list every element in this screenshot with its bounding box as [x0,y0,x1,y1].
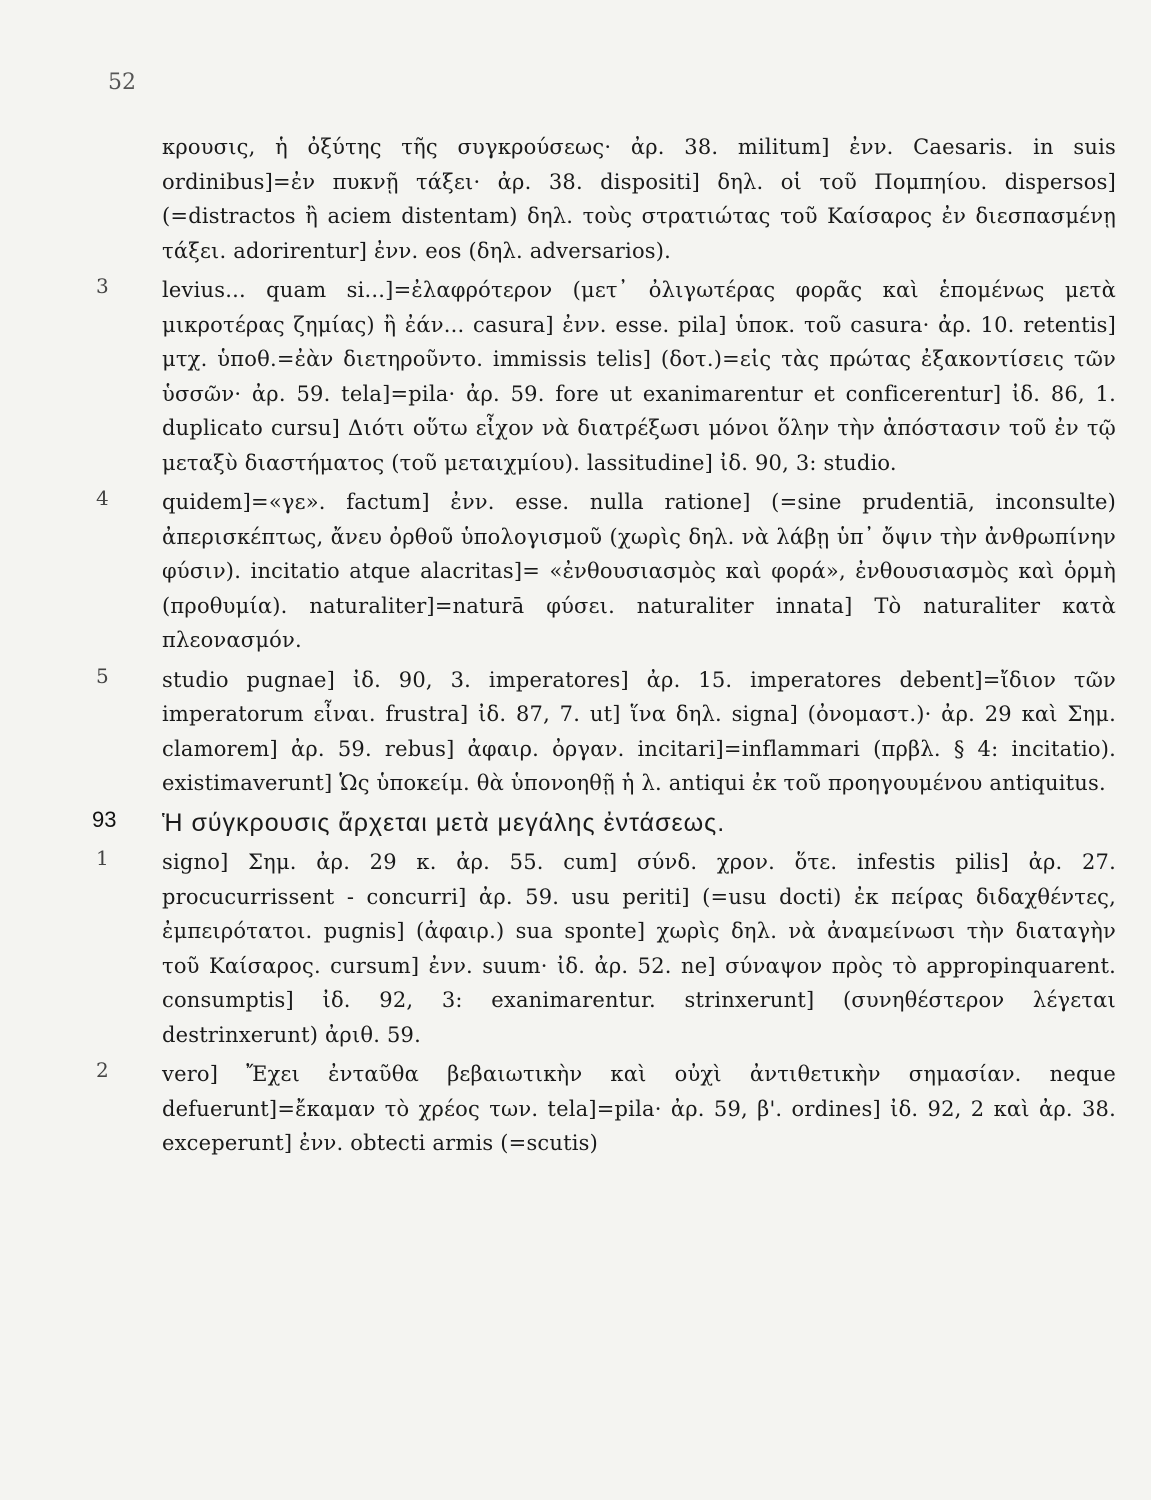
commentary-entry [0,845,1151,1052]
entry-text: κρουσις, ἡ ὀξύτης τῆς συγκρούσεως· ἀρ. 38. militum] ἐνν. Caesaris. in suis ordinibus]=ἐν πυκνῇ τάξει· ἀρ. 38. dispositi] δηλ. οἱ τοῦ Πομπηίου. dispersos] (=distractos ἢ aciem distentam) δηλ. τοὺς στρατιώτας τοῦ Καίσαρος ἐν διεσπασμένῃ τάξει. adorirentur] ἐνν. eos (δηλ. adversarios). [162,135,1116,263]
entry-text: levius... quam si...]=ἐλαφρότερον (μετ᾽ ὀλιγωτέρας φορᾶς καὶ ἑπομένως μετὰ μικροτέρας ζημίας) ἢ ἐάν... casura] ἐνν. esse. pila] ὑποκ. τοῦ casura· ἀρ. 10. retentis] μτχ. ὑποθ.=ἐὰν διετηροῦντο. immissis telis] (δοτ.)=εἰς τὰς πρώτας ἐξακοντίσεις τῶν ὑσσῶν· ἀρ. 59. tela]=pila· ἀρ. 59. fore ut exanimarentur et conficerentur] ἰδ. 86, 1. duplicato cursu] Διότι οὕτω εἶχον νὰ διατρέξωσι μόνοι ὅλην τὴν ἀπόστασιν τοῦ ἐν τῷ μεταξὺ διαστήματος (τοῦ μεταιχμίου). lassitudine] ἰδ. 90, 3: studio. [162,278,1116,475]
chapter-number: 93 [92,806,117,832]
entry-text: signo] Σημ. ἀρ. 29 κ. ἀρ. 55. cum] σύνδ. χρον. ὅτε. infestis pilis] ἀρ. 27. procucurrissent - concurri] ἀρ. 59. usu periti] (=usu docti) ἐκ πείρας διδαχθέντες, ἐμπειρότατοι. pugnis] (ἀφαιρ.) sua sponte] χωρὶς δηλ. νὰ ἀναμείνωσι τὴν διαταγὴν τοῦ Καίσαρος. cursum] ἐνν. suum· ἰδ. ἀρ. 52. ne] σύναψον πρὸς τὸ appropinquarent. consumptis] ἰδ. 92, 3: exanimarentur. strinxerunt] (συνηθέστερον λέγεται destrinxerunt) ἀριθ. 59. [162,850,1116,1047]
entry-text: quidem]=«γε». factum] ἐνν. esse. nulla ratione] (=sine prudentiā, inconsulte) ἀπερισκέπτως, ἄνευ ὀρθοῦ ὑπολογισμοῦ (χωρὶς δηλ. νὰ λάβῃ ὑπ᾽ ὄψιν τὴν ἀνθρωπίνην φύσιν). incitatio atque alacritas]= «ἐνθουσιασμὸς καὶ φορά», ἐνθουσιασμὸς καὶ ὁρμὴ (προθυμία). naturaliter]=naturā φύσει. naturaliter innata] Τὸ naturaliter κατὰ πλεονασμόν. [162,490,1116,652]
chapter-heading [0,806,1151,841]
entry-text: studio pugnae] ἰδ. 90, 3. imperatores] ἀρ. 15. imperatores debent]=ἴδιον τῶν imperatorum εἶναι. frustra] ἰδ. 87, 7. ut] ἵνα δηλ. signa] (ὀνομαστ.)· ἀρ. 29 καὶ Σημ. clamorem] ἀρ. 59. rebus] ἀφαιρ. ὀργαν. incitari]=inflammari (πρβλ. § 4: incitatio). existimaverunt] Ὡς ὑποκείμ. θὰ ὑπονοηθῇ ἡ λ. antiqui ἐκ τοῦ προηγουμένου antiquitus. [162,667,1116,795]
entry-number: 4 [96,486,109,510]
entry-number: 3 [96,274,109,298]
commentary-entry [0,663,1151,801]
chapter-title: Ἡ σύγκρουσις ἄρχεται μετὰ μεγάλης ἐντάσεως. [162,808,726,837]
entry-number: 5 [96,663,109,688]
entry-number: 1 [96,846,109,870]
commentary-entry [0,1057,1151,1161]
commentary-entry [0,130,1151,268]
entry-number: 2 [96,1058,109,1082]
commentary-entry [0,273,1151,480]
entry-text: vero] Ἔχει ἐνταῦθα βεβαιωτικὴν καὶ οὐχὶ ἀντιθετικὴν σημασίαν. neque defuerunt]=ἔκαμαν τὸ χρέος των. tela]=pila· ἀρ. 59, β'. ordines] ἰδ. 92, 2 καὶ ἀρ. 38. exceperunt] ἐνν. obtecti armis (=scutis) [162,1062,1116,1155]
page-number: 52 [108,70,136,95]
commentary-entry [0,485,1151,658]
commentary-entries [0,130,1151,1166]
